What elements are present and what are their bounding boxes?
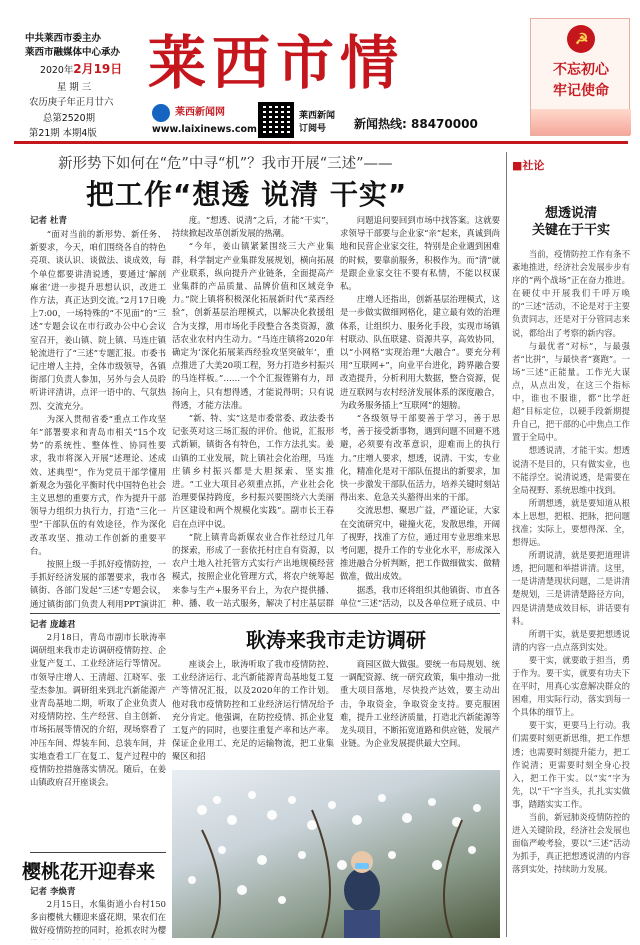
issue-date: 2020年2月19日 [40,62,123,76]
sidebar-title-2: 关键在于干实 [531,223,610,238]
site-url[interactable]: www.laixinews.com [152,124,257,135]
article4-body: 2月15日，水集街道小台村150多亩樱桃大棚迎来盛花期，果农们在做好疫情防控的同时，抢抓农时为樱 [30,899,166,936]
section-divider [30,613,500,614]
issue-edition: 第21期 本期4版 [29,128,97,139]
subscribe-sub: 订阅号 [299,124,327,134]
site-name: 莱西新闻网 [175,107,225,118]
slogan-banner [530,18,630,136]
cherry-blossom-photo [172,770,500,938]
sidebar-title-1: 想透说清 [544,206,597,221]
article4-headline: 樱桃花开迎春来 [22,861,156,883]
lead-subhead: 新形势下如何在“危”中寻“机”？我市开展“三述”—— [58,156,393,172]
article4-byline: 记者 李焕青 [30,887,76,897]
article3-headline: 耿涛来我市走访调研 [246,628,426,652]
article2-body: 2月18日，青岛市副市长耿涛率调研组来我市走访调研疫情防控、企业复产复工、工业经济运行等情况。市领导庄增人、王清超、江晓军、张莹杰参加。调研组来到北汽新能源产业青岛基地二期，听取了企业负责人对疫情防控、生产经营、自主创新、市场拓展等情况的介绍，现场察看了冲压车间、焊装车间、总装车间，并实地查看工厂在复工、复产过程中的疫情防控措施落实情况。随后，在姜山镇政府召开座谈会。 [30,632,166,788]
site-logo-icon [152,104,170,122]
lead-column-2: 度。“想透、说清”之后，才能“干实”，持续掀起改革创新发展的热潮。 “今年，姜山镇紧紧围绕三大产业集群，科学制定产业集群发展规划，横向拓展产业联系，纵向提升产业链条，全面提高产业集群的产品质量、品牌价值和区域竞争力。”院上镇将积极深化拓展新时代“菜西经验”，创新基层治理模式，以解决化救援组合为支撑，用市场化手段整合各类资源，激活农业农村内生动力。“马连庄镇将2020年确定为‘深化拓展莱西经验攻坚突破年’，重点推进了大美20项工程，努力打造乡村振兴的马连样板。”……一个个汇报铿锵有力，昂扬向上，只有想得透，才能说得明；只有说得透，才能方法准。 “新、特、实”这是市委常委、政法委书记张英对这三场汇报的评价。他说，汇报形式新颖，镇街各有特色，工作方法扎实。姜山镇的工业发展，院上镇社会化治理，马连庄镇乡村振兴都是大胆探索、坚实推进。“工业大项目必须重点抓，产业社会化治理要保持跨度，乡村振兴要围绕六大美丽片区建设和两个规模化实践”。副市长王春启在点评中说。 “院上镇青岛新媒农业合作社经过几年的探索，形成了一套依托村庄自有资源，以农户土地入社托管方式实行产出地规模经营模式，按照企业化管理方式，将农户统筹起来参与生产+服务平台上，为农户提供播、种、播、收一站式服务，解决了村庄基层群 [172,215,334,608]
weekday: 星 期 三 [57,82,92,93]
publisher-line-2: 莱西市融媒体中心承办 [25,47,121,58]
banner-line-1: 不忘初心 [553,62,609,78]
article4-divider [30,852,166,853]
article3-column-1: 座谈会上，耿涛听取了我市疫情防控、工业经济运行、北汽新能源青岛基地复工复产等情况汇报，以及2020年的工作计划。他对我市疫情防控和工业经济运行情况给予充分肯定。他强调，在防控疫情、抓企业复工复产的同时，也要注重复产率和达产率。保证企业用工、充足的运输物流，把工业集聚区和招 [172,659,334,762]
masthead-rule [14,141,628,144]
lunar-date: 农历庚子年正月廿六 [29,97,114,108]
lead-byline: 记者 杜青 [30,216,67,226]
hotline: 新闻热线: 88470000 [354,117,478,131]
lead-column-1: “面对当前的新形势、新任务、新要求，今天，咱们围绕各自的特色亮项、谈认识、谈做法、谈成效，每个单位都要讲清说透，要通过‘解剖麻雀’进一步提升思想认识，改进工作方法，真正达到交流。”2月17日晚上7:00，一场特殊的“不见面”的“三述”专题会议在市行政办公中心会议室召开，姜山镇、院上镇、马连庄镇轮流进行了“三述”专题汇报。市委书记庄增人主持，全体市级领导，各镇街部门负责人参加，另外与会人员聆听讲评清讲，点评一语中的、气氛热烈、交流充分。 为深入贯彻省委“重点工作攻坚年”部署要求和青岛市相关“15个攻势”的系统性、整体性、协同性要求，我市将深入开展“述理论、述成效、述典型”，作为党员干部学懂用新观念为强化平衡时代中国特色社会主义思想的重要方式，作为提升干部领导力组织力执行力，打造“三化一型”干部队伍的有效途径，作为深化改革攻坚、推动工作创新的重要平台。 按照上级一手抓好疫情防控，一手抓好经济发展的部署要求，我市各镇街、各部门发起“三述”专题会议，通过镇街部门负责人利用PPT演讲汇 [30,229,166,608]
lead-headline: 把工作“想透 说清 干实” [86,178,408,211]
newspaper-logo: 莱西市情 [148,29,405,97]
publisher-line-1: 中共莱西市委主办 [25,33,102,44]
article2-byline: 记者 庞雄君 [30,620,76,630]
sidebar-divider [506,152,507,937]
banner-decoration [531,109,631,135]
lead-column-3: 问题追问要回到市场中找答案。这就要求领导干部要与企业家“亲”起来，真诚到尚地和民营企业家交往，特别是企业遇到困难的时候，要靠前服务，积极作为。而“清”就是跟企业家交往不要有私情，不能以权谋私。 庄增人还指出，创新基层治理模式，这是一步做实做细网格化，建立最有效的治理体系，让组织力、服务化手段，实现市场镇村联动、队伍联建、资源共享，高效协同，以“小网格”实现治理“大融合”。要充分利用“互联网+”，向业平台进化，跨界融合要改造提升，分析利用大数据，整合资源，促进互联网与农村经济发展体系的深度融合，为政务服务插上“互联网”的翅膀。 “各级领导干部要善于学习，善于思考，善于接受新事物，遇到问题不回避不逃避，必须要有改革意识，迎难而上的执行力。”庄增人要求，想透，说清、干实，专业化，精准化是对干部队伍提出的新要求，加快一步激发干部队伍活力，培养关键时刻站得出来、危急关头豁得出来的干部。 交流思想、聚思广益，严谨论证，大家在交流研究中，碰撞火花，发散思维，开阔了视野，找准了方位，通过用专业思维来思考问题，提升工作的专业化水平，形成深入推进融合分析判断，把工作做细做实、做精做准，做出成效。 据悉，我市还将组织其他镇街、市直各单位“三述”活动，以及各单位班子成员、中 [340,215,500,608]
sidebar-body: 当前，疫情防控工作有条不紊地推进，经济社会发展步步有序的“两个战场”正在奋力推进。在硬仗中开展我们千呼万唤的“三述”活动，不论是对于主要负责同志，还是对于分管同志来说，都给出了考察的新内容。 与最优者“对标”，与最强者“比拼”，与最快者“赛跑”。一场“三述”正能量。工作光大谋点，从点出发，在这三个指标中，谁也不服谁，都“比学赶超”目标定位，以硬手段新期提升自己，把干部的心中焦点工作置于全局中。 想透说清，才能干实。想透说清不是目的，只有做实业，也不能浮空。说清说透，是需要在全局视野、系统思维中找到。 所谓想透，就是要知道从根本上思想，把根、把脉，把问题找准；实际上，要想得深、全，想得远。 所谓说清，就是要把道理讲透，把问题和举措讲清。这里，一是讲清楚现状问题，二是讲清楚规划，三是讲清楚路径方向，四是讲清楚成效目标，讲话要有料。 所谓干实，就是要把想透说清的内容一点点落到实处。 要干实，就要敢于担当，勇于作为。要干实，就要有功夫下在平时，用真心实意解决群众的困难，用实际行动，落实到每一个具体的细节上。 要干实，更要马上行动。我们需要时刻更新思维，把工作想透；也需要时刻提升能力，把工作说清；更需要时刻全身心投入，把工作干实。以“实”字为先，以“干”字当头，扎扎实实做事，踏踏实实工作。 当前，新冠肺炎疫情防控的进入关键阶段，经济社会发展也面临严峻考验，要以“三述”活动为抓手，真正把想透说清的内容落到实处，持续助力发展。 [512,249,630,875]
issue-total: 总第2520期 [43,113,95,124]
blossom-illustration [172,770,500,938]
subscribe-label: 莱西新闻 [299,111,336,121]
qr-code-icon [258,102,294,138]
banner-line-2: 牢记使命 [553,83,609,99]
article3-column-2: 商园区做大做强。要统一布局规划、统一调配资源、统一研究政策，集中推动一批重大项目落地，尽快投产达效，要主动出击，争取资金，争取资金支持。要克服困难，提升工业经济质量，打造北汽新能源等龙头项目，不断拓宽道路和供应链，发展产业链。为企业发展提供最大空间。 [340,659,500,749]
party-emblem-icon: ☭ [567,25,595,53]
sidebar-tag: ■社论 [512,159,545,172]
